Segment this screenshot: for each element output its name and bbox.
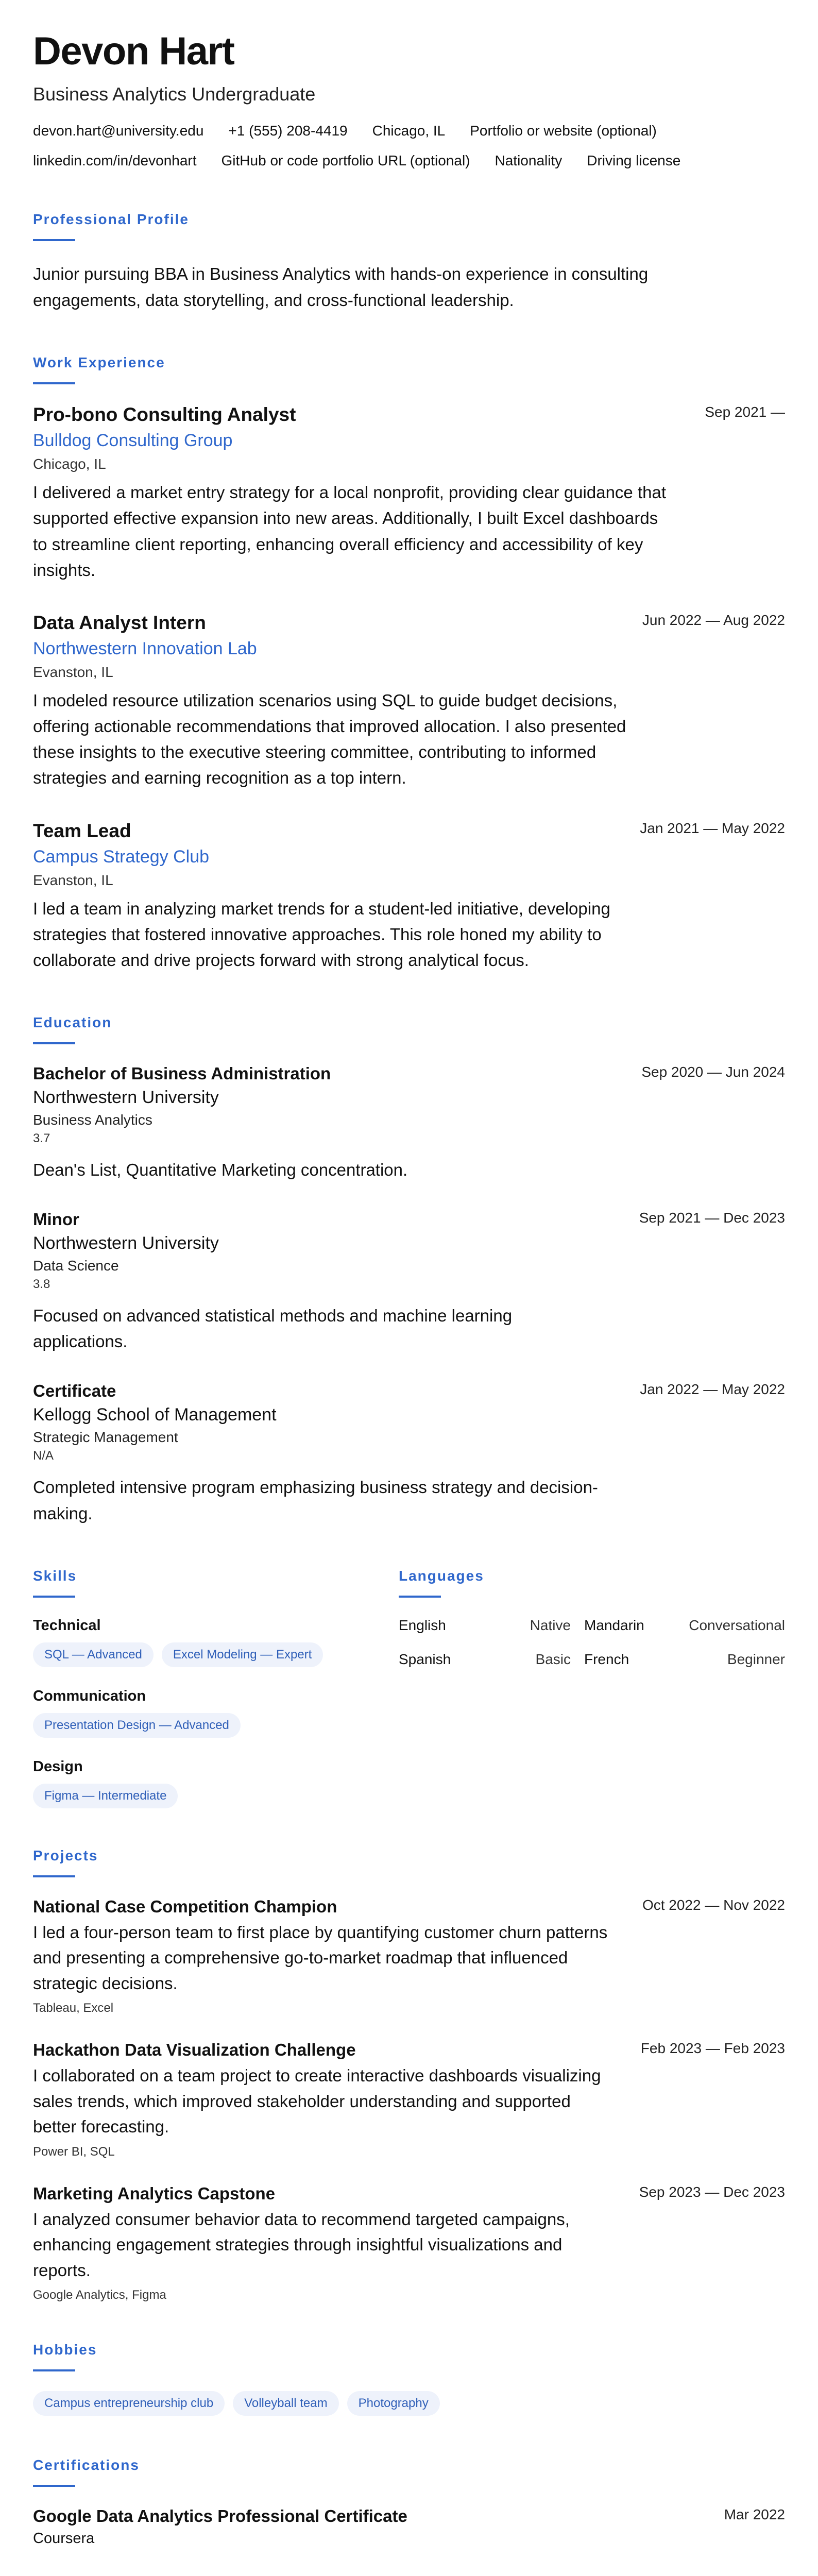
education-date: Jan 2022 — May 2022: [640, 1381, 785, 1398]
project-description: I analyzed consumer behavior data to recommend targeted campaigns, enhancing engagement strategies through insightful visualizations and reports.: [33, 2209, 570, 2280]
project-entry: [33, 2040, 785, 2159]
section-divider: [33, 382, 75, 384]
language-item: [399, 1651, 584, 1668]
experience-entry: [33, 404, 785, 583]
language-list: [399, 1617, 785, 1668]
experience-company: Campus Strategy Club: [33, 846, 210, 867]
skill-group-name: Technical: [33, 1617, 101, 1634]
project-entry: [33, 1897, 785, 2016]
skill-group: [33, 1758, 399, 1808]
candidate-headline: Business Analytics Undergraduate: [33, 83, 316, 105]
project-date: Oct 2022 — Nov 2022: [642, 1896, 785, 1913]
projects-section: [33, 1848, 785, 2303]
project-title: National Case Competition Champion: [33, 1896, 337, 1916]
language-level: Native: [530, 1617, 571, 1633]
language-level: Conversational: [689, 1617, 785, 1633]
experience-location: Chicago, IL: [33, 456, 106, 472]
section-title: Certifications: [33, 2457, 140, 2473]
education-institution: Northwestern University: [33, 1088, 219, 1107]
skill-chip: SQL — Advanced: [33, 1642, 154, 1667]
project-date: Sep 2023 — Dec 2023: [639, 2183, 785, 2200]
project-tools: Tableau, Excel: [33, 2001, 114, 2015]
education-gpa: N/A: [33, 1449, 54, 1463]
education-field: Strategic Management: [33, 1429, 178, 1446]
project-date: Feb 2023 — Feb 2023: [640, 2040, 785, 2057]
project-tools: Power BI, SQL: [33, 2144, 115, 2159]
skill-chip: Figma — Intermediate: [33, 1784, 178, 1808]
project-title: Marketing Analytics Capstone: [33, 2183, 276, 2203]
section-title: Professional Profile: [33, 211, 189, 227]
section-divider: [33, 1875, 75, 1877]
education-gpa: 3.8: [33, 1277, 50, 1292]
experience-description: I led a team in analyzing market trends for a student-led initiative, developing strategies that fostered innovative approaches. This role honed my ability to collaborate and drive projects forward with strong analytical focus.: [33, 899, 610, 970]
experience-date: Jan 2021 — May 2022: [640, 820, 785, 836]
language-item: [584, 1617, 785, 1634]
section-title: Hobbies: [33, 2342, 97, 2358]
education-degree: Bachelor of Business Administration: [33, 1064, 331, 1083]
education-description: Completed intensive program emphasizing business strategy and decision-making.: [33, 1478, 598, 1523]
project-description: I collaborated on a team project to create interactive dashboards visualizing sales trends, which improved stakeholder understanding and supported better forecasting.: [33, 2066, 601, 2137]
experience-title: Data Analyst Intern: [33, 612, 206, 633]
education-section: [33, 1014, 785, 1527]
education-institution: Northwestern University: [33, 1233, 219, 1253]
contact-github[interactable]: GitHub or code portfolio URL (optional): [221, 152, 470, 168]
language-level: Basic: [535, 1651, 571, 1667]
certification-entry: [33, 2506, 785, 2547]
hobby-chips: [33, 2391, 785, 2416]
experience-entry: [33, 612, 785, 791]
skills-section: [33, 1568, 399, 1808]
language-level: Beginner: [727, 1651, 785, 1667]
experience-description: I delivered a market entry strategy for a local nonprofit, providing clear guidance that supported effective expansion into new areas. Additionally, I built Excel dashboards to streamline client reporting, enhancing overall efficiency and accessibility of key insights.: [33, 483, 666, 580]
experience-location: Evanston, IL: [33, 872, 113, 888]
candidate-name: Devon Hart: [33, 29, 234, 73]
hobby-chip: Volleyball team: [233, 2391, 338, 2416]
skills-languages-row: [33, 1568, 785, 1808]
contact-location: Chicago, IL: [372, 123, 446, 139]
education-degree: Certificate: [33, 1381, 116, 1401]
education-gpa: 3.7: [33, 1131, 50, 1145]
contact-nationality: Nationality: [495, 152, 563, 168]
contact-list: [33, 123, 785, 169]
education-description: Focused on advanced statistical methods and machine learning applications.: [33, 1306, 513, 1351]
section-divider: [33, 2369, 75, 2371]
certification-date: Mar 2022: [724, 2506, 785, 2523]
experience-entry: [33, 820, 785, 973]
contact-email[interactable]: devon.hart@university.edu: [33, 123, 204, 139]
education-entry: [33, 1381, 785, 1526]
education-entry: [33, 1064, 785, 1183]
section-divider: [33, 1042, 75, 1044]
experience-date: Sep 2021 —: [705, 404, 785, 420]
project-title: Hackathon Data Visualization Challenge: [33, 2040, 356, 2060]
education-date: Sep 2021 — Dec 2023: [639, 1210, 785, 1226]
languages-section: [399, 1568, 785, 1808]
experience-company: Northwestern Innovation Lab: [33, 638, 257, 658]
education-degree: Minor: [33, 1210, 79, 1229]
education-institution: Kellogg School of Management: [33, 1405, 277, 1425]
education-entry: [33, 1210, 785, 1354]
section-title: Work Experience: [33, 354, 165, 371]
certification-title: Google Data Analytics Professional Certificate: [33, 2506, 407, 2526]
section-divider: [33, 239, 75, 241]
project-description: I led a four-person team to first place by quantifying customer churn patterns and presenting a comprehensive go-to-market roadmap that influenced strategic decisions.: [33, 1922, 608, 1993]
experience-description: I modeled resource utilization scenarios using SQL to guide budget decisions, offering actionable recommendations that improved allocation. I also presented these insights to the executive steering committee, contributing to informed strategies and earning recognition as a top intern.: [33, 690, 626, 788]
experience-title: Pro-bono Consulting Analyst: [33, 404, 296, 426]
hobby-chip: Campus entrepreneurship club: [33, 2391, 225, 2416]
experience-section: [33, 354, 785, 973]
contact-phone[interactable]: +1 (555) 208-4419: [228, 123, 348, 139]
section-title: Projects: [33, 1847, 98, 1863]
education-field: Data Science: [33, 1258, 119, 1274]
language-name: Mandarin: [584, 1617, 644, 1633]
section-divider: [33, 2485, 75, 2487]
section-title: Languages: [399, 1567, 484, 1584]
certification-issuer: Coursera: [33, 2530, 95, 2547]
profile-section: [33, 211, 785, 313]
hobby-chip: Photography: [347, 2391, 440, 2416]
contact-portfolio[interactable]: Portfolio or website (optional): [470, 123, 657, 139]
skill-group-name: Communication: [33, 1687, 146, 1704]
hobbies-section: [33, 2342, 785, 2416]
education-date: Sep 2020 — Jun 2024: [641, 1064, 785, 1080]
education-field: Business Analytics: [33, 1112, 152, 1128]
section-title: Skills: [33, 1567, 77, 1584]
section-title: Education: [33, 1014, 112, 1030]
certifications-section: [33, 2457, 785, 2547]
skill-chip: Presentation Design — Advanced: [33, 1713, 241, 1738]
language-name: Spanish: [399, 1651, 451, 1667]
skill-group: [33, 1617, 399, 1667]
skill-group: [33, 1688, 399, 1738]
project-entry: [33, 2184, 785, 2303]
experience-company: Bulldog Consulting Group: [33, 431, 233, 451]
experience-title: Team Lead: [33, 820, 131, 841]
skill-group-name: Design: [33, 1758, 83, 1775]
language-name: French: [584, 1651, 629, 1667]
skill-chips: [33, 1642, 399, 1667]
project-tools: Google Analytics, Figma: [33, 2288, 166, 2302]
profile-summary: Junior pursuing BBA in Business Analytics with hands-on experience in consulting engagements, data storytelling, and cross-functional leadership.: [33, 264, 649, 310]
language-name: English: [399, 1617, 446, 1633]
experience-date: Jun 2022 — Aug 2022: [642, 612, 785, 628]
section-divider: [33, 1596, 75, 1598]
contact-driving-license: Driving license: [587, 152, 681, 168]
contact-linkedin[interactable]: linkedin.com/in/devonhart: [33, 152, 197, 168]
education-description: Dean's List, Quantitative Marketing concentration.: [33, 1160, 408, 1179]
language-item: [399, 1617, 584, 1634]
skill-chips: [33, 1713, 399, 1738]
language-item: [584, 1651, 785, 1668]
experience-location: Evanston, IL: [33, 664, 113, 680]
skill-chips: [33, 1784, 399, 1808]
skill-chip: Excel Modeling — Expert: [162, 1642, 323, 1667]
section-divider: [399, 1596, 441, 1598]
